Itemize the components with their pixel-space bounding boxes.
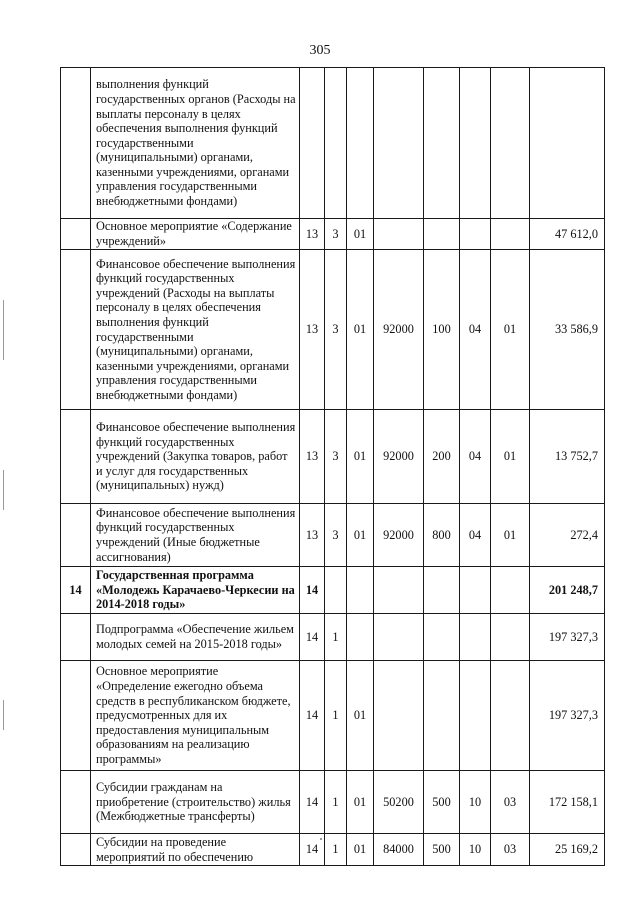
section-code-cell <box>460 661 491 771</box>
amount-cell <box>530 68 605 219</box>
main-activity-code-cell: 01 <box>347 771 374 834</box>
expense-type-code-cell <box>424 68 460 219</box>
direction-code-cell <box>374 219 424 250</box>
table-row <box>61 834 605 866</box>
subprogram-code-cell <box>325 567 347 614</box>
item-name-cell: Финансовое обеспечение выполнения функций государственных учреждений (Иные бюджетные ассигнования) <box>91 504 300 567</box>
subsection-code-cell: 01 <box>491 250 530 410</box>
row-number-cell <box>61 410 91 504</box>
section-code-cell <box>460 219 491 250</box>
table-body <box>61 68 605 866</box>
subsection-code-cell <box>491 661 530 771</box>
scan-edge-mark <box>3 470 4 510</box>
main-activity-code-cell: 01 <box>347 219 374 250</box>
subsection-code-cell <box>491 219 530 250</box>
item-name-cell: Финансовое обеспечение выполнения функций государственных учреждений (Расходы на выплаты персоналу в целях обеспечения выполнения функций государственными (муниципальными) органами, казенными учреждениями, органами управления государственными внебюджетными фондами) <box>91 250 300 410</box>
subprogram-code-cell: 1 <box>325 834 347 866</box>
row-number-cell <box>61 504 91 567</box>
subprogram-code-cell: 3 <box>325 410 347 504</box>
section-code-cell: 10 <box>460 834 491 866</box>
section-code-cell: 04 <box>460 250 491 410</box>
main-activity-code-cell <box>347 68 374 219</box>
item-name-cell: Основное мероприятие «Определение ежегодно объема средств в республиканском бюджете, предусмотренных для их предоставления муниципальным образованиям на реализацию программы» <box>91 661 300 771</box>
main-activity-code-cell <box>347 567 374 614</box>
direction-code-cell: 50200 <box>374 771 424 834</box>
row-number-cell <box>61 661 91 771</box>
row-number-cell <box>61 834 91 866</box>
row-number-cell <box>61 219 91 250</box>
amount-cell: 25 169,2 <box>530 834 605 866</box>
main-activity-code-cell: 01 <box>347 410 374 504</box>
item-name-cell: Финансовое обеспечение выполнения функций государственных учреждений (Закупка товаров, работ и услуг для государственных (муниципальных) нужд) <box>91 410 300 504</box>
expense-type-code-cell <box>424 614 460 661</box>
direction-code-cell <box>374 68 424 219</box>
row-number-cell <box>61 250 91 410</box>
table-row <box>61 771 605 834</box>
section-code-cell: 10 <box>460 771 491 834</box>
expense-type-code-cell: 200 <box>424 410 460 504</box>
amount-cell: 13 752,7 <box>530 410 605 504</box>
scan-edge-mark <box>3 700 4 730</box>
subsection-code-cell: 01 <box>491 504 530 567</box>
program-code-cell: 13 <box>300 410 325 504</box>
subsection-code-cell <box>491 68 530 219</box>
program-code-cell: 14 <box>300 661 325 771</box>
row-number-cell <box>61 614 91 661</box>
amount-cell: 272,4 <box>530 504 605 567</box>
page-number: 305 <box>309 43 331 58</box>
direction-code-cell: 92000 <box>374 250 424 410</box>
row-number-cell <box>61 771 91 834</box>
item-name-cell: Государственная программа «Молодежь Карачаево-Черкесии на 2014-2018 годы» <box>91 567 300 614</box>
expense-type-code-cell <box>424 567 460 614</box>
amount-cell: 197 327,3 <box>530 614 605 661</box>
subprogram-code-cell <box>325 68 347 219</box>
program-code-cell: 13 <box>300 219 325 250</box>
program-code-cell: 14 <box>300 771 325 834</box>
direction-code-cell <box>374 614 424 661</box>
budget-table <box>60 67 605 866</box>
subsection-code-cell <box>491 614 530 661</box>
section-code-cell: 04 <box>460 504 491 567</box>
item-name-cell: Основное мероприятие «Содержание учреждений» <box>91 219 300 250</box>
direction-code-cell: 92000 <box>374 410 424 504</box>
amount-cell: 197 327,3 <box>530 661 605 771</box>
subprogram-code-cell: 1 <box>325 661 347 771</box>
section-code-cell <box>460 68 491 219</box>
program-code-cell: 14 <box>300 834 325 866</box>
table-row <box>61 614 605 661</box>
subprogram-code-cell: 1 <box>325 771 347 834</box>
amount-cell: 33 586,9 <box>530 250 605 410</box>
main-activity-code-cell <box>347 614 374 661</box>
subsection-code-cell: 01 <box>491 410 530 504</box>
program-code-cell: 14 <box>300 567 325 614</box>
row-number-cell: 14 <box>61 567 91 614</box>
main-activity-code-cell: 01 <box>347 504 374 567</box>
item-name-cell: Подпрограмма «Обеспечение жильем молодых семей на 2015-2018 годы» <box>91 614 300 661</box>
program-code-cell: 14 <box>300 614 325 661</box>
table-row <box>61 68 605 219</box>
subprogram-code-cell: 3 <box>325 504 347 567</box>
main-activity-code-cell: 01 <box>347 661 374 771</box>
subprogram-code-cell: 3 <box>325 250 347 410</box>
table-row <box>61 219 605 250</box>
expense-type-code-cell <box>424 219 460 250</box>
item-name-cell: Субсидии на проведение мероприятий по обеспечению <box>91 834 300 866</box>
subsection-code-cell: 03 <box>491 834 530 866</box>
program-code-cell <box>300 68 325 219</box>
direction-code-cell: 84000 <box>374 834 424 866</box>
section-code-cell <box>460 567 491 614</box>
direction-code-cell <box>374 567 424 614</box>
scan-edge-mark <box>3 300 4 360</box>
table-row <box>61 250 605 410</box>
expense-type-code-cell <box>424 661 460 771</box>
program-code-cell: 13 <box>300 504 325 567</box>
program-code-cell: 13 <box>300 250 325 410</box>
table-row <box>61 504 605 567</box>
main-activity-code-cell: 01 <box>347 834 374 866</box>
expense-type-code-cell: 800 <box>424 504 460 567</box>
expense-type-code-cell: 500 <box>424 834 460 866</box>
item-name-cell: Субсидии гражданам на приобретение (строительство) жилья (Межбюджетные трансферты) <box>91 771 300 834</box>
row-number-cell <box>61 68 91 219</box>
direction-code-cell: 92000 <box>374 504 424 567</box>
main-activity-code-cell: 01 <box>347 250 374 410</box>
amount-cell: 47 612,0 <box>530 219 605 250</box>
expense-type-code-cell: 100 <box>424 250 460 410</box>
subsection-code-cell: 03 <box>491 771 530 834</box>
subprogram-code-cell: 3 <box>325 219 347 250</box>
direction-code-cell <box>374 661 424 771</box>
amount-cell: 172 158,1 <box>530 771 605 834</box>
table-row <box>61 567 605 614</box>
section-code-cell: 04 <box>460 410 491 504</box>
item-name-cell: выполнения функций государственных органов (Расходы на выплаты персоналу в целях обеспечения выполнения функций государственными (муниципальными) органами, казенными учреждениями, органами управления государственными внебюджетными фондами) <box>91 68 300 219</box>
table-row <box>61 661 605 771</box>
amount-cell: 201 248,7 <box>530 567 605 614</box>
table-row <box>61 410 605 504</box>
subprogram-code-cell: 1 <box>325 614 347 661</box>
subsection-code-cell <box>491 567 530 614</box>
expense-type-code-cell: 500 <box>424 771 460 834</box>
section-code-cell <box>460 614 491 661</box>
